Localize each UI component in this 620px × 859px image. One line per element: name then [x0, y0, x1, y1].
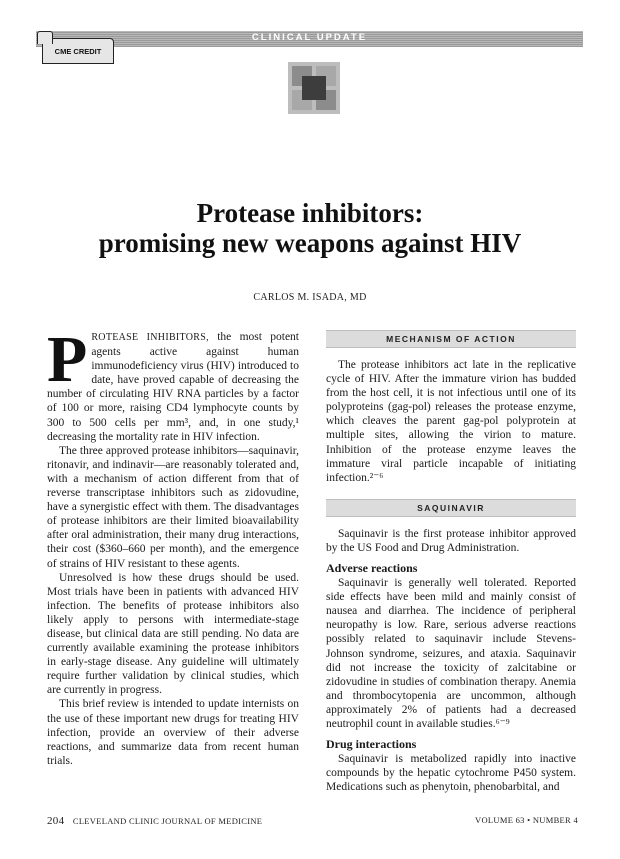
author-byline: CARLOS M. ISADA, MD [253, 292, 367, 303]
section-banner [36, 31, 583, 47]
footer-left [47, 815, 262, 827]
mechanism-heading: MECHANISM OF ACTION [326, 330, 576, 348]
journal-logo-icon [288, 62, 340, 114]
intro-text: the most potent agents active against human immunodeficiency virus (HIV) introduced to date, have proved capable of decreasing the number of circulating HIV RNA particles by a factor of 100 or more, raising CD4 lymphocyte counts by 300 to 500 cells per mm³, and, in one study,¹ decreasing the mortality rate in HIV infection. [47, 331, 299, 443]
cme-credit-badge: CME CREDIT [42, 38, 114, 64]
page-number: 204 [47, 815, 65, 827]
drug-interactions-subhead: Drug interactions [326, 737, 417, 752]
saquinavir-paragraph: Saquinavir is the first protease inhibitor approved by the US Food and Drug Administration. [326, 527, 576, 554]
title-line-2: promising new weapons against HIV [98, 228, 522, 258]
right-column [326, 330, 576, 794]
mechanism-paragraph: The protease inhibitors act late in the replicative cycle of HIV. After the immature virion has budded from the host cell, it is not infectious until one of its polyproteins (gag-pol) releases the protease enzyme, which cleaves the parent gag-pol polyprotein at multiple sites, allowing the virion to mature. Inhibition of the protease enzyme leaves the immature viral particle incapable of initiating infection.²⁻⁶ [326, 359, 576, 484]
adverse-reactions-paragraph: Saquinavir is generally well tolerated. Reported side effects have been mild and mainly consist of nausea and diarrhea. The incidence of peripheral neuropathy is low. Rare, serious adverse reactions possibly related to saquinavir include Stevens-Johnson syndrome, seizures, and ataxia. Saquinavir did not increase the toxicity of zalcitabine or zidovudine in studies of combination therapy. Anemia and thrombocytopenia are uncommon, although approximately 2% of patients had a decreased neutrophil count in available studies.⁶⁻⁹ [326, 577, 576, 730]
article-title [0, 198, 620, 258]
adverse-reactions-subhead: Adverse reactions [326, 561, 418, 576]
paragraph-2: The three approved protease inhibitors—saquinavir, ritonavir, and indinavir—are reasonably tolerated and, with a mechanism of action different from that of reverse transcriptase inhibitors such as zidovudine, have a synergistic effect with them. The disadvantages of protease inhibitors are their limited bioavailability after oral administration, their many drug interactions, their cost ($360–660 per month), and the emergence of strains of HIV resistant to these agents. [47, 444, 299, 570]
saquinavir-heading: SAQUINAVIR [326, 499, 576, 517]
drop-cap: P [47, 323, 88, 396]
left-column [47, 323, 299, 768]
section-label: CLINICAL UPDATE [251, 32, 368, 43]
journal-name: CLEVELAND CLINIC JOURNAL OF MEDICINE [72, 816, 263, 826]
lead-in-caps: ROTEASE INHIBITORS, [91, 332, 209, 343]
drug-interactions-paragraph: Saquinavir is metabolized rapidly into inactive compounds by the hepatic cytochrome P450 system. Medications such as phenytoin, phenobarbital, and [326, 753, 576, 794]
paragraph-3: Unresolved is how these drugs should be used. Most trials have been in patients with advanced HIV infection. The benefits of protease inhibitors also likely apply to persons with intermediate-stage disease, but clinical data are still pending. No data are currently available examining the protease inhibitors in early-stage disease. Any guideline will ultimately require further validation by clinical studies, which are currently in progress. [47, 571, 299, 697]
volume-issue: VOLUME 63 • NUMBER 4 [475, 815, 578, 825]
intro-paragraph [47, 323, 299, 444]
paragraph-4: This brief review is intended to update internists on the use of these important new drugs for treating HIV infection, provide an overview of their adverse reactions, and summarize data from recent human trials. [47, 698, 299, 767]
title-line-1: Protease inhibitors: [196, 198, 424, 228]
